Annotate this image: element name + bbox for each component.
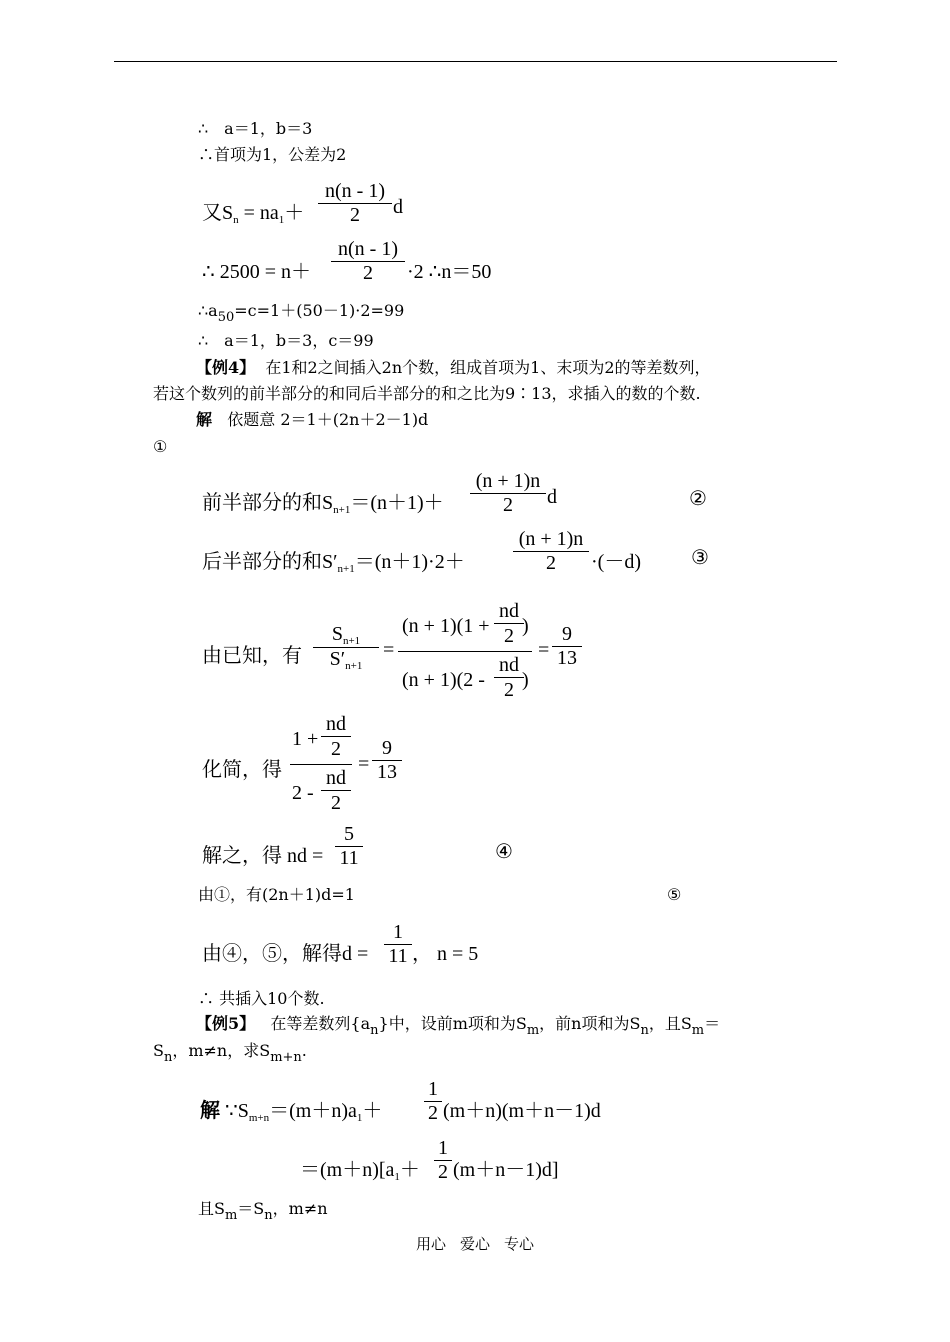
formula-text: 由④，⑤，解得d = [202,943,369,965]
example5-heading: 【例5】 在等差数列$\{a_n\}$中，设前m项和为$S_m$，前n项和为$S_n$，且$S_m=$ [196,1014,721,1038]
formula-text: 解之，得 nd = [202,845,324,867]
fraction-bar [290,764,352,765]
page-footer: 用心 爱心 专心 [415,1235,535,1253]
formula-front-half: 前半部分的和$S_{n+1}=(n+1)+$ [202,492,444,516]
formula-text: = [383,639,395,661]
formula-text: ·2 ∴n＝50 [407,261,492,283]
fraction: (n + 1)n 2 [470,470,546,517]
numerator-text: (n + 1)(1 + [402,615,490,637]
text-line: $S_n$，m≠n，求$S_{m+n}$. [153,1041,307,1065]
formula-text: 化简，得 [202,759,282,781]
fraction-bar [398,651,532,652]
fraction-sn-ratio: $S_{n+1}$ $S'_{n+1}$ [313,623,379,672]
fraction: n(n - 1) 2 [331,238,405,285]
text-line: 由①，有(2n＋1)d=1 [198,885,355,904]
text-line: 若这个数列的前半部分的和同后半部分的和之比为9∶13，求插入的数的个数. [153,384,701,403]
equation-mark: ② [689,488,707,510]
text-line: ∴ a＝1，b＝3 [198,119,313,138]
formula-text: 由已知，有 [202,645,302,667]
fraction: 9 13 [552,623,582,670]
formula-text: d [393,196,403,218]
fraction: (n + 1)n 2 [513,528,589,575]
text-line: 解 依题意 2＝1＋(2n＋2－1)d [196,410,429,429]
fraction: 1 11 [384,921,412,968]
text-line: ∴ a＝1，b＝3，c＝99 [198,331,374,350]
denominator-text: (n + 1)(2 - [402,669,485,691]
fraction: nd 2 [321,712,351,761]
denominator-text: 2 - [292,782,314,804]
formula-back-half: 后半部分的和$S'_{n+1}=(n+1)\cdot 2+$ [202,551,465,575]
denominator-text: ) [522,669,529,691]
equation-mark: ① [153,437,168,456]
formula-2500: ∴ 2500 = n＋ [202,261,312,283]
fraction: 9 13 [372,737,402,784]
fraction: nd 2 [321,766,351,815]
fraction: 1 2 [434,1137,452,1184]
fraction: 1 2 [424,1078,442,1125]
formula-smn: 解 $\because S_{m+n}=(m+n)a_1+$ [200,1100,383,1124]
fraction: nd 2 [494,599,524,648]
formula-sn: 又$S_n = na_1+$ [202,202,305,226]
text-line: 且$S_m=S_n$，m≠n [198,1199,328,1223]
text-line: ∴首项为1，公差为2 [198,145,347,164]
formula-smn-2: $=(m+n)[a_1+$ [300,1159,420,1183]
formula-text: (m＋n)(m＋n－1)d [443,1100,601,1122]
header-rule [114,61,837,62]
numerator-text: 1 + [292,728,319,750]
formula-text: ， n = 5 [412,943,479,965]
formula-text: d [547,486,557,508]
text-line: ∴ 共插入10个数. [198,989,325,1008]
formula-text: ·(－d) [591,551,641,573]
fraction: 5 11 [335,823,363,870]
equation-mark: ④ [495,841,513,863]
formula-text: = [538,639,550,661]
text-line: $\therefore a_{50}=c=1+(50-1)\cdot 2=99$ [198,301,405,325]
formula-text: (m＋n－1)d] [453,1159,559,1181]
numerator-text: ) [522,615,529,637]
fraction: nd 2 [494,653,524,702]
equation-mark: ③ [691,547,709,569]
example4-heading: 【例4】 在1和2之间插入2n个数，组成首项为1、末项为2的等差数列， [196,358,711,377]
equation-mark: ⑤ [667,885,682,904]
fraction: n(n - 1) 2 [318,180,392,227]
formula-text: = [358,753,370,775]
